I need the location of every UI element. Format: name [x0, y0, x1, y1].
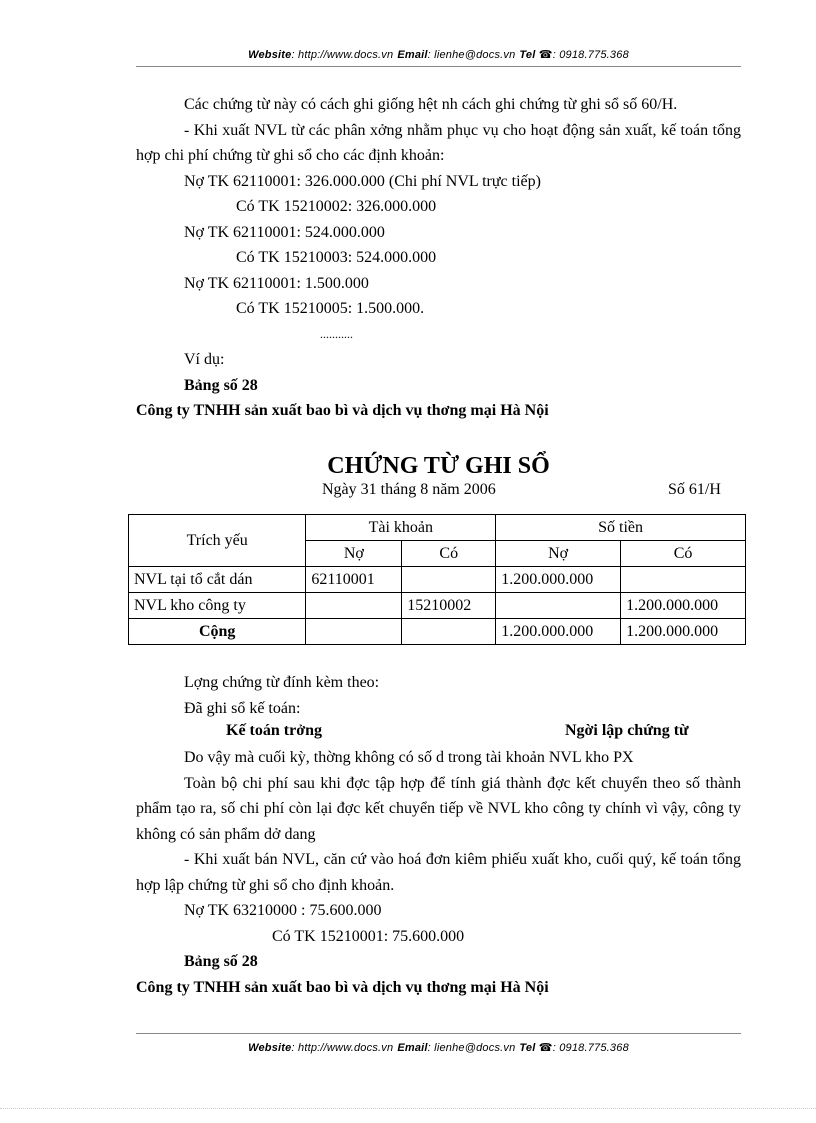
- row-account-credit: [402, 567, 496, 593]
- row-summary: NVL tại tổ cắt dán: [129, 567, 306, 593]
- closing-paragraph-2: Toàn bộ chi phí sau khi đợc tập hợp để tính giá thành đợc kết chuyển theo số thành phẩm tạo ra, số chi phí còn lại đợc kết chuyển tiếp về NVL kho công ty chính vì vậy, công ty không có sản phẩm dở dang: [136, 774, 741, 843]
- col-summary: Trích yếu: [129, 515, 306, 567]
- total-amount-debit: 1.200.000.000: [496, 619, 621, 645]
- entry-debit-3: Nợ TK 62110001: 1.500.000: [184, 274, 369, 292]
- col-amount-credit: Có: [621, 541, 746, 567]
- page-header: [136, 48, 741, 61]
- phone-icon: ☎: [538, 49, 553, 61]
- total-label: Cộng: [129, 619, 306, 645]
- row-account-debit: [306, 593, 402, 619]
- company-name-2: Công ty TNHH sản xuất bao bì và dịch vụ thơng mại Hà Nội: [136, 978, 549, 996]
- company-name: Công ty TNHH sản xuất bao bì và dịch vụ thơng mại Hà Nội: [136, 402, 549, 419]
- row-amount-credit: 1.200.000.000: [621, 593, 746, 619]
- example-label: Ví dụ:: [184, 351, 225, 368]
- intro-paragraph-2: - Khi xuất NVL từ các phân xởng nhằm phục vụ cho hoạt động sản xuất, kế toán tổng hợp chi phí chứng từ ghi sổ cho các định khoản:: [136, 121, 741, 164]
- col-account: Tài khoản: [306, 515, 496, 541]
- footer-phone-icon: ☎: [538, 1042, 553, 1054]
- preparer-label: Ngời lập chứng từ: [565, 722, 689, 739]
- col-account-credit: Có: [402, 541, 496, 567]
- page-bottom-divider: [0, 1108, 816, 1109]
- footer-website-label: Website: [248, 1042, 292, 1054]
- attachment-section: [136, 670, 741, 721]
- closing-paragraph-3: - Khi xuất bán NVL, căn cứ vào hoá đơn kiêm phiếu xuất kho, cuối quý, kế toán tổng hợp lập chứng từ ghi sổ cho định khoản.: [136, 851, 741, 894]
- footer-tel-label: Tel: [519, 1042, 536, 1054]
- footer-rule: [136, 1033, 741, 1034]
- intro-paragraph-1: Các chứng từ này có cách ghi giống hệt nh cách ghi chứng từ ghi sổ số 60/H.: [184, 96, 678, 113]
- table-total-row: [129, 619, 746, 645]
- row-account-debit: 62110001: [306, 567, 402, 593]
- col-amount-debit: Nợ: [496, 541, 621, 567]
- entry-debit-2: Nợ TK 62110001: 524.000.000: [184, 223, 385, 241]
- row-amount-credit: [621, 567, 746, 593]
- footer-tel-value: : 0918.775.368: [552, 1042, 629, 1054]
- col-amount: Số tiền: [496, 515, 746, 541]
- table-label: Bảng số 28: [184, 376, 258, 394]
- intro-section: [136, 92, 741, 424]
- header-rule: [136, 66, 741, 67]
- footer-website-value: : http://www.docs.vn: [291, 1042, 394, 1054]
- ellipsis-dots: ...........: [320, 326, 353, 341]
- closing-paragraph-1: Do vậy mà cuối kỳ, thờng không có số d trong tài khoản NVL kho PX: [184, 749, 634, 766]
- email-label: Email: [397, 49, 428, 61]
- tel-label: Tel: [519, 49, 536, 61]
- email-value: : lienhe@docs.vn: [427, 49, 516, 61]
- page-footer: [136, 1041, 741, 1054]
- voucher-title: CHỨNG TỪ GHI SỔ: [327, 453, 550, 479]
- tel-value: : 0918.775.368: [552, 49, 629, 61]
- website-value: : http://www.docs.vn: [291, 49, 394, 61]
- table-row: [129, 567, 746, 593]
- entry-credit-3: Có TK 15210005: 1.500.000.: [236, 300, 425, 317]
- col-account-debit: Nợ: [306, 541, 402, 567]
- footer-email-value: : lienhe@docs.vn: [427, 1042, 516, 1054]
- voucher-date: Ngày 31 tháng 8 năm 2006: [322, 481, 496, 498]
- table-row: [129, 593, 746, 619]
- website-label: Website: [248, 49, 292, 61]
- row-summary: NVL kho công ty: [129, 593, 306, 619]
- entry-credit-1: Có TK 15210002: 326.000.000: [236, 198, 437, 215]
- attached-docs-line: Lợng chứng từ đính kèm theo:: [184, 674, 380, 691]
- closing-section: [136, 745, 741, 1000]
- entry-credit-2: Có TK 15210003: 524.000.000: [236, 249, 437, 266]
- recorded-line: Đã ghi sổ kế toán:: [184, 699, 301, 717]
- total-account-credit: [402, 619, 496, 645]
- entry-debit-sale: Nợ TK 63210000 : 75.600.000: [184, 902, 382, 919]
- row-amount-debit: 1.200.000.000: [496, 567, 621, 593]
- chief-accountant-label: Kế toán trởng: [226, 722, 322, 739]
- row-account-credit: 15210002: [402, 593, 496, 619]
- entry-debit-1: Nợ TK 62110001: 326.000.000 (Chi phí NVL trực tiếp): [184, 172, 541, 190]
- footer-email-label: Email: [397, 1042, 428, 1054]
- total-account-debit: [306, 619, 402, 645]
- entry-credit-sale: Có TK 15210001: 75.600.000: [272, 927, 465, 945]
- voucher-number: Số 61/H: [668, 481, 721, 498]
- table-header-row: [129, 515, 746, 541]
- total-amount-credit: 1.200.000.000: [621, 619, 746, 645]
- voucher-table: [128, 514, 746, 645]
- table-label-2: Bảng số 28: [184, 953, 258, 970]
- row-amount-debit: [496, 593, 621, 619]
